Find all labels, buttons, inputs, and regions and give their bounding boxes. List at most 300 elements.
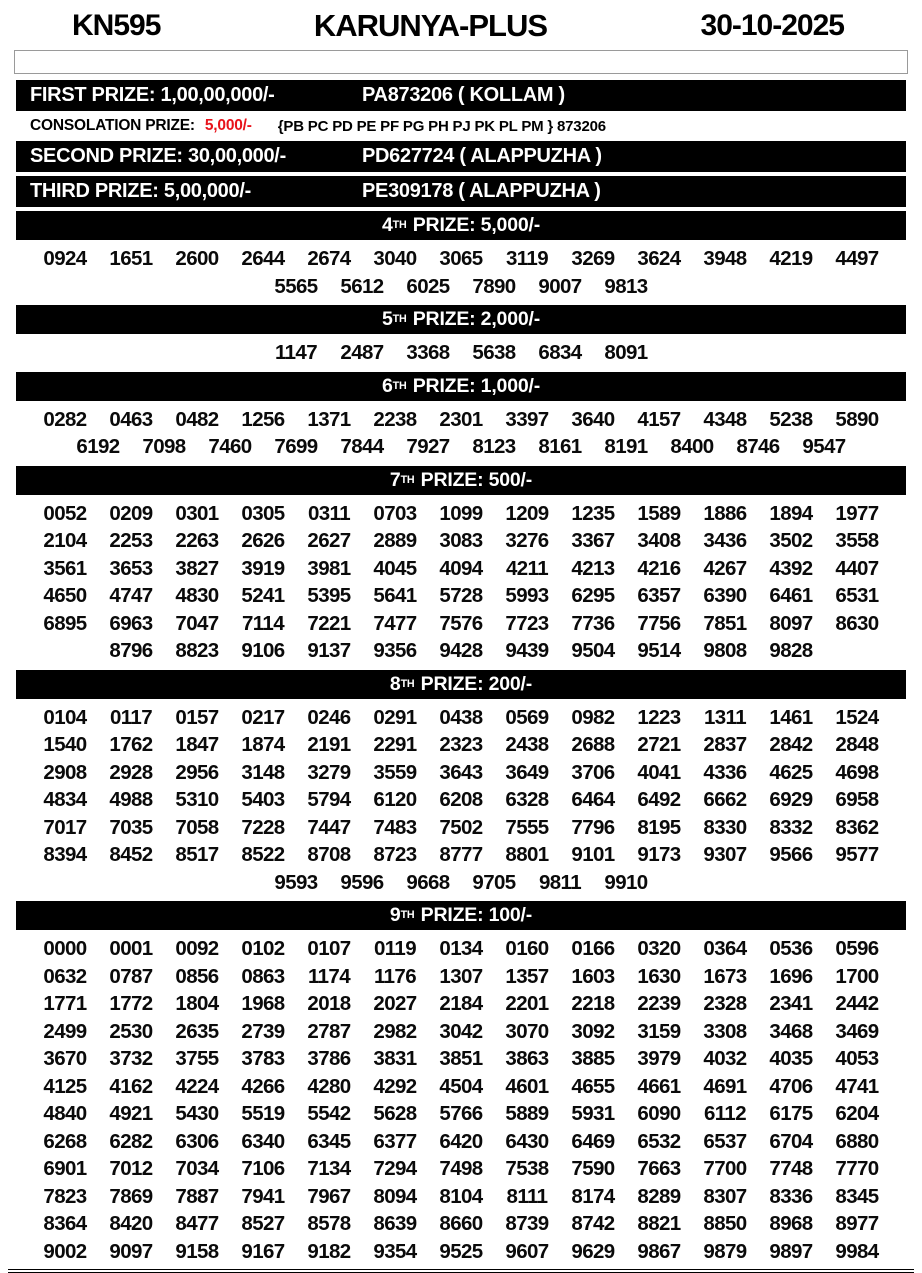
winning-number: 3827 [175, 556, 219, 580]
winning-number: 0305 [241, 501, 285, 525]
winning-number: 4407 [835, 556, 879, 580]
winning-number: 3786 [307, 1047, 351, 1070]
winning-number: 8091 [604, 341, 648, 364]
winning-number: 3559 [373, 760, 417, 784]
winning-number: 5565 [274, 274, 318, 298]
winning-number: 1977 [835, 501, 879, 525]
winning-number: 4834 [43, 788, 87, 811]
winning-number: 3092 [571, 1019, 615, 1043]
winning-number: 0364 [703, 937, 747, 960]
winning-number: 7498 [439, 1157, 483, 1180]
winning-number: 4830 [175, 584, 219, 607]
winning-number: 3276 [505, 529, 549, 552]
winning-number: 7555 [505, 815, 549, 839]
winning-number: 5241 [241, 584, 285, 607]
winning-number: 7590 [571, 1157, 615, 1180]
winning-number: 4216 [637, 556, 681, 580]
winning-number: 8801 [505, 843, 549, 866]
winning-number: 6208 [439, 788, 483, 811]
winning-numbers-9th [13, 934, 909, 1266]
winning-number: 9593 [274, 870, 318, 894]
winning-number: 3148 [241, 760, 285, 784]
winning-number: 1223 [637, 705, 681, 729]
winning-number: 3367 [571, 529, 615, 552]
winning-number: 6461 [769, 584, 813, 607]
winning-number: 9173 [637, 843, 681, 866]
winning-number: 4348 [703, 407, 747, 431]
winning-number: 9813 [604, 274, 648, 298]
winning-number: 3670 [43, 1047, 87, 1070]
winning-number: 5612 [340, 274, 384, 298]
winning-number: 7502 [439, 815, 483, 839]
winning-number: 8527 [241, 1212, 285, 1235]
winning-number: 7869 [109, 1184, 153, 1208]
winning-number: 0924 [43, 247, 87, 270]
winning-number: 9705 [472, 870, 516, 894]
winning-number: 4032 [703, 1047, 747, 1070]
winning-number: 9354 [373, 1239, 417, 1263]
winning-number: 4650 [43, 584, 87, 607]
winning-number: 0104 [43, 705, 87, 729]
winning-number: 4162 [109, 1074, 153, 1098]
winning-number: 1651 [109, 247, 153, 270]
winning-number: 8364 [43, 1212, 87, 1235]
winning-number: 6204 [835, 1102, 879, 1125]
winning-number: 9607 [505, 1239, 549, 1263]
prize-header-8th: 8 TH PRIZE: 200/- [16, 670, 906, 699]
winning-number: 3368 [406, 341, 450, 364]
winning-number: 9596 [340, 870, 384, 894]
winning-number: 3070 [505, 1019, 549, 1043]
winning-number: 2674 [307, 247, 351, 270]
prize-section-5th [0, 305, 922, 368]
winning-number: 8332 [769, 815, 813, 839]
winning-number: 0134 [439, 937, 483, 960]
winning-number: 7700 [703, 1157, 747, 1180]
winning-number: 5890 [835, 407, 879, 431]
winning-number: 5728 [439, 584, 483, 607]
winning-number: 7967 [307, 1184, 351, 1208]
winning-number: 0166 [571, 937, 615, 960]
winning-number: 2600 [175, 247, 219, 270]
winning-number: 0102 [241, 937, 285, 960]
winning-number: 1256 [241, 407, 285, 431]
winning-number: 6662 [703, 788, 747, 811]
winning-number: 2889 [373, 529, 417, 552]
winning-number: 6090 [637, 1102, 681, 1125]
second-prize-bar [16, 141, 906, 172]
winning-number: 3981 [307, 556, 351, 580]
winning-number: 3308 [703, 1019, 747, 1043]
winning-number: 4035 [769, 1047, 813, 1070]
winning-number: 6901 [43, 1157, 87, 1180]
winning-number: 5238 [769, 407, 813, 431]
winning-number: 9428 [439, 639, 483, 662]
winning-number: 6282 [109, 1129, 153, 1153]
winning-number: 1540 [43, 733, 87, 756]
winning-number: 2263 [175, 529, 219, 552]
prize-section-6th [0, 372, 922, 462]
third-prize-bar [16, 176, 906, 207]
winning-number: 8739 [505, 1212, 549, 1235]
winning-number: 6958 [835, 788, 879, 811]
empty-input[interactable] [14, 50, 908, 74]
winning-number: 3279 [307, 760, 351, 784]
winning-number: 1886 [703, 501, 747, 525]
winning-number: 4392 [769, 556, 813, 580]
winning-number: 5430 [175, 1102, 219, 1125]
winning-number: 4041 [637, 760, 681, 784]
winning-number: 1357 [505, 964, 549, 988]
winning-number: 9307 [703, 843, 747, 866]
winning-number: 0982 [571, 705, 615, 729]
winning-number: 7770 [835, 1157, 879, 1180]
winning-number: 2842 [769, 733, 813, 756]
winning-number: 1589 [637, 501, 681, 525]
winning-numbers-7th [13, 499, 909, 666]
winning-number: 3469 [835, 1019, 879, 1043]
winning-number: 3624 [637, 247, 681, 270]
winning-number: 9439 [505, 639, 549, 662]
winning-number: 1804 [175, 992, 219, 1015]
winning-number: 1524 [835, 705, 879, 729]
winning-number: 1371 [307, 407, 351, 431]
winning-number: 4625 [769, 760, 813, 784]
winning-number: 2982 [373, 1019, 417, 1043]
winning-number: 7483 [373, 815, 417, 839]
winning-number: 2253 [109, 529, 153, 552]
winning-number: 8195 [637, 815, 681, 839]
winning-number: 6295 [571, 584, 615, 607]
winning-number: 1209 [505, 501, 549, 525]
winning-number: 4045 [373, 556, 417, 580]
winning-number: 0482 [175, 407, 219, 431]
winning-number: 9137 [307, 639, 351, 662]
winning-number: 0119 [373, 937, 417, 960]
winning-number: 9097 [109, 1239, 153, 1263]
winning-number: 3397 [505, 407, 549, 431]
winning-number: 6704 [769, 1129, 813, 1153]
winning-number: 9811 [538, 870, 582, 894]
winning-number: 3783 [241, 1047, 285, 1070]
winning-number: 8968 [769, 1212, 813, 1235]
winning-number: 7460 [208, 435, 252, 458]
winning-number: 2956 [175, 760, 219, 784]
winning-number: 3159 [637, 1019, 681, 1043]
winning-number: 4840 [43, 1102, 87, 1125]
winning-number: 1174 [307, 964, 351, 988]
second-prize-winner: PD627724 ( ALAPPUZHA ) [362, 145, 602, 167]
winning-number: 4224 [175, 1074, 219, 1098]
winning-number: 6192 [76, 435, 120, 458]
prize-header-7th: 7 TH PRIZE: 500/- [16, 466, 906, 495]
winning-number: 8660 [439, 1212, 483, 1235]
winning-number: 4336 [703, 760, 747, 784]
winning-number: 8336 [769, 1184, 813, 1208]
winning-number: 2530 [109, 1019, 153, 1043]
winning-numbers-4th [13, 244, 909, 301]
winning-number: 6120 [373, 788, 417, 811]
winning-number: 1968 [241, 992, 285, 1015]
winning-number: 0000 [43, 937, 87, 960]
winning-number: 8452 [109, 843, 153, 866]
winning-number: 3065 [439, 247, 483, 270]
winning-number: 0536 [769, 937, 813, 960]
winning-number: 8746 [736, 435, 780, 458]
winning-number: 7890 [472, 274, 516, 298]
winning-numbers-6th [13, 405, 909, 462]
winning-number: 3436 [703, 529, 747, 552]
winning-number: 9668 [406, 870, 450, 894]
winning-number: 2688 [571, 733, 615, 756]
winning-number: 4053 [835, 1047, 879, 1070]
winning-number: 2201 [505, 992, 549, 1015]
winning-number: 0320 [637, 937, 681, 960]
winning-number: 9356 [373, 639, 417, 662]
winning-number: 3042 [439, 1019, 483, 1043]
winning-number: 2438 [505, 733, 549, 756]
winning-number: 9629 [571, 1239, 615, 1263]
winning-number: 0569 [505, 705, 549, 729]
winning-number: 3979 [637, 1047, 681, 1070]
winning-number: 2739 [241, 1019, 285, 1043]
winning-number: 8094 [373, 1184, 417, 1208]
winning-number: 2787 [307, 1019, 351, 1043]
winning-number: 3706 [571, 760, 615, 784]
winning-number: 2442 [835, 992, 879, 1015]
winning-number: 1894 [769, 501, 813, 525]
winning-number: 3643 [439, 760, 483, 784]
winning-number: 7663 [637, 1157, 681, 1180]
winning-number: 2027 [373, 992, 417, 1015]
winning-number: 1311 [703, 705, 747, 729]
winning-number: 1673 [703, 964, 747, 988]
winning-number: 7723 [505, 611, 549, 635]
bottom-divider [8, 1269, 914, 1273]
winning-number: 7035 [109, 815, 153, 839]
consolation-series: {PB PC PD PE PF PG PH PJ PK PL PM } 873206 [277, 117, 606, 135]
winning-number: 8796 [109, 639, 153, 662]
winning-number: 0632 [43, 964, 87, 988]
winning-number: 1235 [571, 501, 615, 525]
consolation-label: CONSOLATION PRIZE: [30, 117, 195, 134]
winning-number: 7098 [142, 435, 186, 458]
winning-number: 7941 [241, 1184, 285, 1208]
winning-number: 4706 [769, 1074, 813, 1098]
winning-number: 9879 [703, 1239, 747, 1263]
winning-number: 9566 [769, 843, 813, 866]
winning-number: 2218 [571, 992, 615, 1015]
winning-number: 4266 [241, 1074, 285, 1098]
winning-number: 3561 [43, 556, 87, 580]
winning-number: 2239 [637, 992, 681, 1015]
winning-number: 8639 [373, 1212, 417, 1235]
winning-number: 3919 [241, 556, 285, 580]
second-prize-label: SECOND PRIZE: 30,00,000/- [30, 145, 286, 167]
winning-number: 7294 [373, 1157, 417, 1180]
winning-number: 0217 [241, 705, 285, 729]
winning-number: 2301 [439, 407, 483, 431]
winning-number: 7538 [505, 1157, 549, 1180]
third-prize-label: THIRD PRIZE: 5,00,000/- [30, 180, 251, 202]
winning-number: 6492 [637, 788, 681, 811]
winning-number: 8578 [307, 1212, 351, 1235]
winning-number: 6025 [406, 274, 450, 298]
winning-number: 8174 [571, 1184, 615, 1208]
winning-number: 0001 [109, 937, 153, 960]
winning-number: 2908 [43, 760, 87, 784]
winning-number: 8345 [835, 1184, 879, 1208]
winning-number: 8522 [241, 843, 285, 866]
winning-number: 2018 [307, 992, 351, 1015]
winning-number: 1700 [835, 964, 879, 988]
winning-number: 2291 [373, 733, 417, 756]
third-prize-winner: PE309178 ( ALAPPUZHA ) [362, 180, 601, 202]
winning-number: 3851 [439, 1047, 483, 1070]
winning-number: 6175 [769, 1102, 813, 1125]
prize-header-5th: 5 TH PRIZE: 2,000/- [16, 305, 906, 334]
winning-number: 8977 [835, 1212, 879, 1235]
winning-number: 5310 [175, 788, 219, 811]
winning-number: 0291 [373, 705, 417, 729]
winning-number: 9867 [637, 1239, 681, 1263]
winning-number: 6345 [307, 1129, 351, 1153]
winning-number: 8821 [637, 1212, 681, 1235]
consolation-amount: 5,000/- [204, 117, 252, 134]
winning-number: 6420 [439, 1129, 483, 1153]
winning-number: 6390 [703, 584, 747, 607]
winning-number: 7058 [175, 815, 219, 839]
winning-numbers-8th [13, 703, 909, 898]
winning-number: 6531 [835, 584, 879, 607]
winning-number: 0787 [109, 964, 153, 988]
winning-number: 0856 [175, 964, 219, 988]
winning-number: 4691 [703, 1074, 747, 1098]
winning-number: 8850 [703, 1212, 747, 1235]
winning-number: 6112 [703, 1102, 747, 1125]
winning-number: 4741 [835, 1074, 879, 1098]
winning-number: 8104 [439, 1184, 483, 1208]
winning-number: 4267 [703, 556, 747, 580]
winning-number: 7699 [274, 435, 318, 458]
winning-number: 4213 [571, 556, 615, 580]
winning-number: 8123 [472, 435, 516, 458]
winning-number: 7017 [43, 815, 87, 839]
winning-number: 2721 [637, 733, 681, 756]
winning-number: 0282 [43, 407, 87, 431]
winning-number: 8307 [703, 1184, 747, 1208]
winning-number: 1630 [637, 964, 681, 988]
winning-number: 6834 [538, 341, 582, 364]
winning-number: 0863 [241, 964, 285, 988]
winning-number: 1847 [175, 733, 219, 756]
winning-number: 5519 [241, 1102, 285, 1125]
winning-number: 6306 [175, 1129, 219, 1153]
prize-header-4th: 4 TH PRIZE: 5,000/- [16, 211, 906, 240]
winning-number: 8400 [670, 435, 714, 458]
winning-number: 2328 [703, 992, 747, 1015]
winning-number: 3885 [571, 1047, 615, 1070]
winning-number: 2626 [241, 529, 285, 552]
prize-header-9th: 9 TH PRIZE: 100/- [16, 901, 906, 930]
winning-number: 9158 [175, 1239, 219, 1263]
winning-number: 6963 [109, 611, 153, 635]
winning-number: 4661 [637, 1074, 681, 1098]
winning-number: 6532 [637, 1129, 681, 1153]
winning-number: 2184 [439, 992, 483, 1015]
winning-number: 9910 [604, 870, 648, 894]
winning-number: 8477 [175, 1212, 219, 1235]
winning-number: 2848 [835, 733, 879, 756]
winning-number: 8517 [175, 843, 219, 866]
winning-number: 1147 [274, 341, 318, 364]
winning-number: 1874 [241, 733, 285, 756]
winning-number: 8330 [703, 815, 747, 839]
winning-number: 7106 [241, 1157, 285, 1180]
first-prize-bar [16, 80, 906, 111]
winning-number: 2928 [109, 760, 153, 784]
winning-number: 8420 [109, 1212, 153, 1235]
winning-number: 5395 [307, 584, 351, 607]
winning-number: 2191 [307, 733, 351, 756]
winning-number: 9101 [571, 843, 615, 866]
winning-number: 6880 [835, 1129, 879, 1153]
winning-number: 4094 [439, 556, 483, 580]
winning-number: 0246 [307, 705, 351, 729]
winning-numbers-5th [13, 338, 909, 368]
first-prize-winner: PA873206 ( KOLLAM ) [362, 84, 565, 106]
winning-number: 3119 [505, 247, 549, 270]
winning-number: 7477 [373, 611, 417, 635]
winning-number: 7756 [637, 611, 681, 635]
winning-number: 8708 [307, 843, 351, 866]
winning-number: 3649 [505, 760, 549, 784]
winning-number: 9828 [769, 639, 813, 662]
winning-number: 3269 [571, 247, 615, 270]
winning-number: 7221 [307, 611, 351, 635]
winning-number: 6377 [373, 1129, 417, 1153]
winning-number: 4698 [835, 760, 879, 784]
winning-number: 1762 [109, 733, 153, 756]
winning-number: 2635 [175, 1019, 219, 1043]
winning-number: 2627 [307, 529, 351, 552]
winning-number: 6328 [505, 788, 549, 811]
winning-number: 7447 [307, 815, 351, 839]
winning-number: 6469 [571, 1129, 615, 1153]
winning-number: 6430 [505, 1129, 549, 1153]
winning-number: 5542 [307, 1102, 351, 1125]
winning-number: 3502 [769, 529, 813, 552]
winning-number: 5794 [307, 788, 351, 811]
winning-number: 7927 [406, 435, 450, 458]
winning-number: 4601 [505, 1074, 549, 1098]
winning-number: 2837 [703, 733, 747, 756]
winning-number: 6537 [703, 1129, 747, 1153]
winning-number: 4747 [109, 584, 153, 607]
winning-number: 9808 [703, 639, 747, 662]
draw-date: 30-10-2025 [700, 9, 844, 42]
prize-section-8th [0, 670, 922, 898]
winning-number: 9182 [307, 1239, 351, 1263]
winning-number: 7823 [43, 1184, 87, 1208]
winning-number: 4125 [43, 1074, 87, 1098]
winning-number: 4655 [571, 1074, 615, 1098]
winning-number: 7012 [109, 1157, 153, 1180]
winning-number: 3732 [109, 1047, 153, 1070]
winning-number: 4988 [109, 788, 153, 811]
winning-number: 6929 [769, 788, 813, 811]
winning-number: 1771 [43, 992, 87, 1015]
